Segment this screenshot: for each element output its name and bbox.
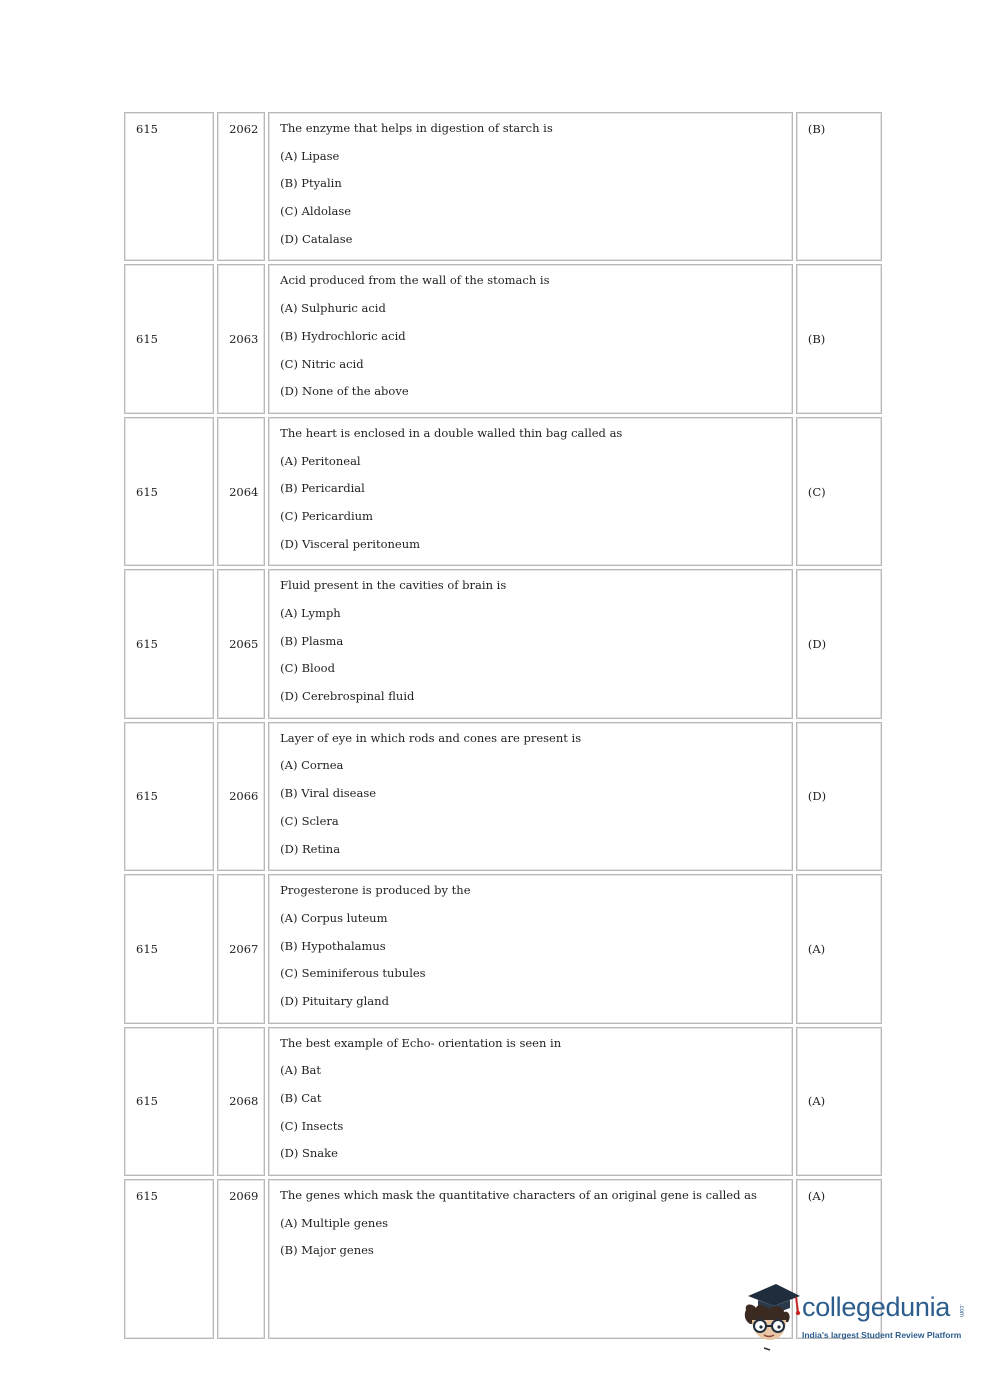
question-cell bbox=[268, 112, 793, 261]
option-d: (D) None of the above bbox=[280, 384, 409, 399]
option-a: (A) Corpus luteum bbox=[280, 910, 388, 925]
option-a: (A) Lymph bbox=[280, 606, 341, 620]
logo-tagline: India's largest Student Review Platform bbox=[802, 1330, 962, 1340]
table-row bbox=[124, 874, 882, 1023]
subject-code-cell: 615 bbox=[124, 264, 214, 413]
option-c: (C) Sclera bbox=[280, 813, 339, 828]
answer-cell: (B) bbox=[796, 112, 882, 261]
option-a: (A) Lipase bbox=[280, 148, 340, 163]
question-number-cell: 2066 bbox=[217, 722, 265, 871]
question-text: The heart is enclosed in a double walled thin bag called as bbox=[280, 425, 623, 440]
question-number-cell: 2063 bbox=[217, 264, 265, 413]
option-a: (A) Bat bbox=[280, 1063, 322, 1078]
question-text: Fluid present in the cavities of brain is bbox=[280, 578, 507, 593]
option-d: (D) Catalase bbox=[280, 231, 353, 246]
option-c: (C) Nitric acid bbox=[280, 356, 364, 371]
option-d: (D) Snake bbox=[280, 1146, 338, 1161]
logo-wordmark: collegedunia bbox=[802, 1292, 951, 1322]
subject-code-cell: 615 bbox=[124, 874, 214, 1023]
question-cell bbox=[268, 264, 793, 413]
question-text: Progesterone is produced by the bbox=[280, 883, 471, 898]
table-row bbox=[124, 569, 882, 718]
answer-cell: (A) bbox=[796, 874, 882, 1023]
answer-cell: (D) bbox=[796, 569, 882, 718]
table-row bbox=[124, 417, 882, 566]
question-text: The best example of Echo- orientation is seen in bbox=[280, 1035, 562, 1050]
option-b: (B) Hydrochloric acid bbox=[280, 328, 406, 343]
option-b: (B) Major genes bbox=[280, 1243, 374, 1258]
option-a: (A) Multiple genes bbox=[280, 1215, 389, 1230]
question-table bbox=[121, 109, 885, 1342]
answer-cell: (B) bbox=[796, 264, 882, 413]
collegedunia-logo[interactable] bbox=[740, 1282, 970, 1352]
question-number-cell: 2069 bbox=[217, 1179, 265, 1339]
question-cell bbox=[268, 417, 793, 566]
subject-code-cell: 615 bbox=[124, 722, 214, 871]
question-text: Layer of eye in which rods and cones are present is bbox=[280, 730, 582, 745]
question-number-cell: 2067 bbox=[217, 874, 265, 1023]
option-d: (D) Retina bbox=[280, 841, 341, 856]
option-c: (C) Insects bbox=[280, 1118, 344, 1133]
question-number-cell: 2062 bbox=[217, 112, 265, 261]
table-row bbox=[124, 722, 882, 871]
option-a: (A) Peritoneal bbox=[280, 453, 361, 468]
question-cell bbox=[268, 874, 793, 1023]
table-row bbox=[124, 1027, 882, 1176]
option-b: (B) Plasma bbox=[280, 633, 344, 648]
question-text: The enzyme that helps in digestion of starch is bbox=[280, 121, 553, 135]
logo-domain-suffix: .com bbox=[958, 1304, 964, 1318]
option-a: (A) Cornea bbox=[280, 758, 344, 773]
question-cell bbox=[268, 722, 793, 871]
question-number-cell: 2065 bbox=[217, 569, 265, 718]
subject-code-cell: 615 bbox=[124, 112, 214, 261]
question-cell bbox=[268, 1027, 793, 1176]
subject-code-cell: 615 bbox=[124, 569, 214, 718]
answer-cell: (D) bbox=[796, 722, 882, 871]
option-b: (B) Hypothalamus bbox=[280, 938, 386, 953]
option-b: (B) Ptyalin bbox=[280, 176, 342, 191]
question-text: The genes which mask the quantitative characters of an original gene is called as bbox=[280, 1188, 757, 1203]
subject-code-cell: 615 bbox=[124, 1027, 214, 1176]
table-row bbox=[124, 112, 882, 261]
option-c: (C) Seminiferous tubules bbox=[280, 966, 426, 981]
option-c: (C) Aldolase bbox=[280, 204, 352, 219]
question-cell bbox=[268, 1179, 793, 1339]
option-d: (D) Pituitary gland bbox=[280, 993, 389, 1008]
option-a: (A) Sulphuric acid bbox=[280, 301, 386, 316]
option-b: (B) Cat bbox=[280, 1091, 322, 1105]
question-number-cell: 2064 bbox=[217, 417, 265, 566]
option-b: (B) Viral disease bbox=[280, 786, 377, 801]
table-row bbox=[124, 264, 882, 413]
answer-cell: (A) bbox=[796, 1179, 882, 1339]
option-b: (B) Pericardial bbox=[280, 481, 365, 496]
option-d: (D) Cerebrospinal fluid bbox=[280, 689, 415, 704]
question-table-container bbox=[122, 109, 886, 1258]
option-c: (C) Blood bbox=[280, 661, 335, 676]
subject-code-cell: 615 bbox=[124, 417, 214, 566]
question-text: Acid produced from the wall of the stomach is bbox=[280, 273, 550, 288]
option-d: (D) Visceral peritoneum bbox=[280, 536, 421, 551]
mascot-logo-icon bbox=[740, 1282, 802, 1352]
answer-cell: (C) bbox=[796, 417, 882, 566]
subject-code-cell: 615 bbox=[124, 1179, 214, 1339]
question-cell bbox=[268, 569, 793, 718]
option-c: (C) Pericardium bbox=[280, 508, 373, 523]
question-number-cell: 2068 bbox=[217, 1027, 265, 1176]
answer-cell: (A) bbox=[796, 1027, 882, 1176]
